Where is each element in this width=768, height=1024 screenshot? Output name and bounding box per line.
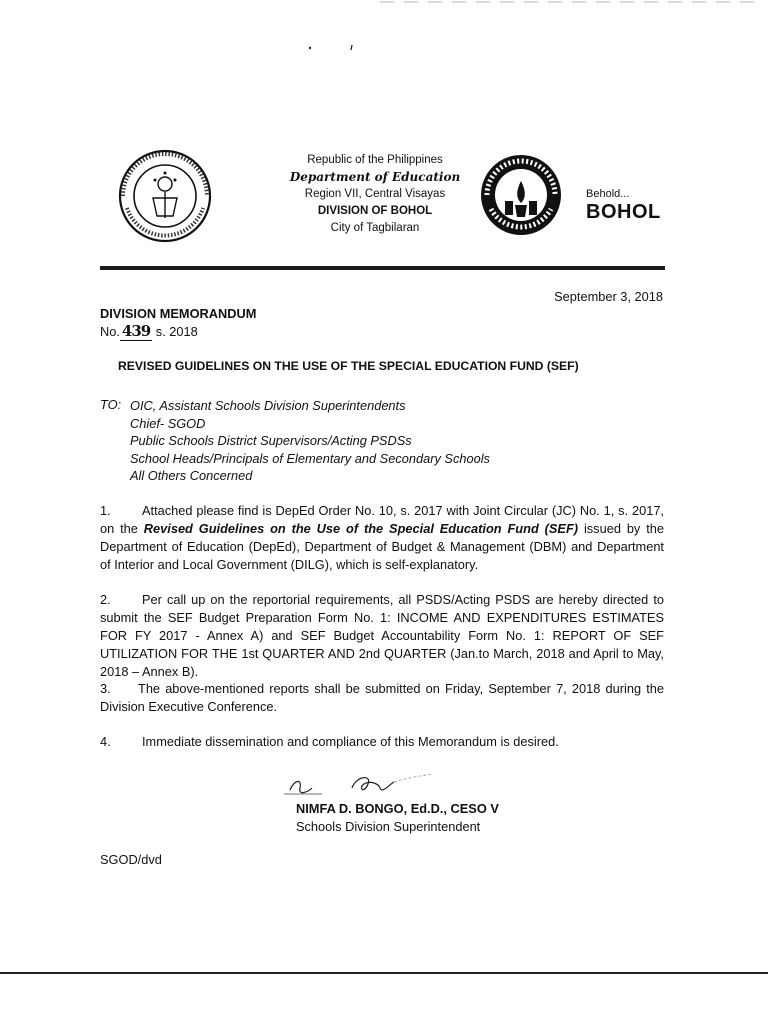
memo-title: REVISED GUIDELINES ON THE USE OF THE SPECIAL EDUCATION FUND (SEF) [118, 359, 579, 373]
signatory-name: NIMFA D. BONGO, Ed.D., CESO V [296, 801, 499, 816]
recipients-list [130, 397, 650, 485]
signatory-title: Schools Division Superintendent [296, 819, 481, 834]
scan-marks [0, 0, 768, 60]
paragraph-1 [100, 502, 664, 574]
paragraph-4 [100, 733, 664, 751]
region-name: Region VII, Central Visayas [304, 188, 446, 200]
reference-initials: SGOD/dvd [100, 852, 162, 867]
recipient-line: Chief- SGOD [130, 415, 206, 431]
memo-number [100, 322, 198, 340]
signatory-block [296, 800, 556, 836]
memo-type: DIVISION MEMORANDUM [100, 306, 257, 321]
memo-number-value: 439 [121, 322, 151, 340]
bohol-brand [586, 188, 686, 223]
paragraph-2-text: Per call up on the reportorial requirements, all PSDS/Acting PSDS are hereby directed to submit the SEF Budget Preparation Form No. 1: INCOME AND EXPENDITURES ESTIMATES FOR FY 2017 - Annex A) and SEF Budget Accountability Form No. 1: REPORT OF SEF UTILIZATION FOR THE 1st QUARTER AND 2nd QUARTER (Jan.to March, 2018 and April to May, 2018 – Annex B). [100, 592, 664, 679]
deped-seal-left [115, 148, 215, 244]
paragraph-4-number: 4. [100, 734, 111, 749]
paragraph-1-text-a: Attached please find is DepEd Order No. 10, s. 2017 with Joint Circular (JC) No. 1, s. 2017, on the [100, 503, 664, 536]
paragraph-3-number: 3. [100, 681, 111, 696]
header-divider [100, 266, 665, 270]
paragraph-1-text-b: issued by the Department of Education (DepEd), Department of Budget & Management (DBM) and Department of Interior and Local Government (DILG), which is self-explanatory. [100, 521, 665, 572]
memo-number-label: No. [100, 324, 120, 339]
paragraph-2-number: 2. [100, 592, 111, 607]
to-label: TO: [100, 397, 122, 412]
division-name: DIVISION OF BOHOL [317, 205, 433, 217]
bottom-divider [0, 972, 768, 974]
recipient-line: Public Schools District Supervisors/Acting PSDSs [130, 433, 412, 448]
recipient-line: OIC, Assistant Schools Division Superintendents [130, 398, 406, 413]
recipient-line: School Heads/Principals of Elementary and Secondary Schools [130, 450, 490, 466]
paragraph-1-bold-title: Revised Guidelines on the Use of the Special Education Fund (SEF) [143, 521, 579, 536]
deped-seal-right [479, 153, 563, 237]
signature-scribble [282, 770, 442, 804]
letterhead [270, 152, 480, 237]
paragraph-3 [100, 680, 664, 716]
department-name: Department of Education [289, 170, 461, 184]
memo-series: s. 2018 [155, 324, 198, 339]
recipient-line: All Others Concerned [130, 468, 253, 483]
country-name: Republic of the Philippines [307, 154, 443, 166]
brand-large-text: BOHOL [586, 201, 661, 223]
paragraph-3-text: The above-mentioned reports shall be submitted on Friday, September 7, 2018 during the Division Executive Conference. [100, 681, 664, 714]
city-name: City of Tagbilaran [330, 222, 420, 234]
memo-date: September 3, 2018 [554, 289, 663, 304]
paragraph-4-text: Immediate dissemination and compliance of this Memorandum is desired. [142, 734, 559, 749]
brand-small-text: Behold... [586, 188, 630, 200]
paragraph-1-number: 1. [100, 503, 111, 518]
paragraph-2 [100, 591, 664, 681]
